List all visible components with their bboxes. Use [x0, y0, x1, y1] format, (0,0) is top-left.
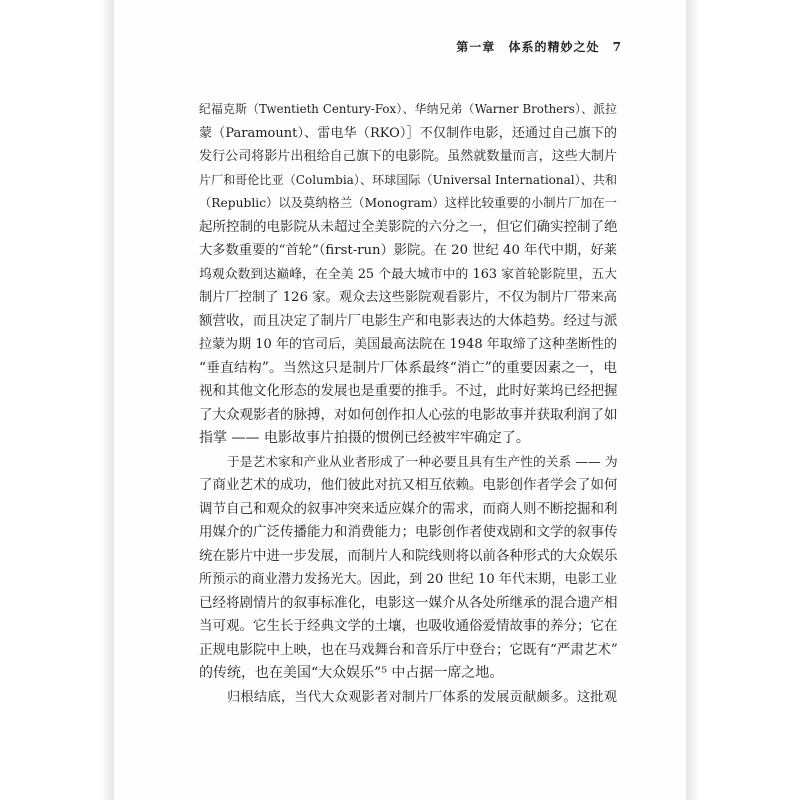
chapter-label: 第一章 — [456, 40, 496, 54]
text-line: 发行公司将影片出租给自己旗下的电影院。虽然就数量而言，这些大制片 — [199, 149, 617, 164]
text-line: 于是艺术家和产业从业者形成了一种必要且具有生产性的关系 —— 为 — [227, 454, 618, 470]
text-line: 大多数重要的“首轮”（first-run）影院。在 20 世纪 40 年代中期，好莱 — [199, 243, 617, 258]
right-page-edge — [686, 0, 800, 800]
text-line: 制片厂控制了 126 家。观众去这些影院观看影片，不仅为制片厂带来高 — [199, 290, 617, 305]
running-head — [456, 38, 622, 55]
chapter-title: 体系的精妙之处 — [508, 40, 600, 54]
left-page-edge — [0, 0, 114, 800]
text-line: 了大众观影者的脉搏，对如何创作扣人心弦的电影故事并获取利润了如 — [199, 406, 618, 423]
paragraph — [199, 98, 617, 451]
text-line: 拉蒙为期 10 年的官司后，美国最高法院在 1948 年取缔了这种垄断性的 — [199, 337, 617, 352]
text-line: 指掌 —— 电影故事片拍摄的惯例已经被牢牢确定了。 — [199, 430, 530, 446]
text-line: 起所控制的电影院从未超过全美影院的六分之一，但它们确实控制了绝 — [199, 218, 618, 235]
page-number: 7 — [612, 40, 622, 54]
text-line: 当可观。它生长于经典文学的土壤，也吸收通俗爱情故事的养分；它在 — [199, 618, 618, 634]
text-line: 蒙（Paramount）、雷电华（RKO）］不仅制作电影，还通过自己旗下的 — [199, 125, 617, 141]
text-line: “垂直结构”。当然这只是制片厂体系最终“消亡”的重要因素之一，电 — [199, 359, 617, 376]
text-line: 片厂和哥伦比亚（Columbia）、环球国际（Universal International）、共和 — [199, 172, 617, 187]
paragraph — [199, 686, 617, 710]
text-line: 已经将剧情片的叙事标准化，电影这一媒介从各处所继承的混合遗产相 — [199, 594, 618, 611]
text-line: 正规电影院中上映，也在马戏舞台和音乐厅中登台；它既有“严肃艺术” — [199, 641, 618, 658]
text-line: 了商业艺术的成功，他们彼此对抗又相互依赖。电影创作者学会了如何 — [199, 477, 618, 493]
text-line: 坞观众数到达巅峰，在全美 25 个最大城市中的 163 家首轮影院里，五大 — [199, 266, 617, 282]
text-line: 归根结底，当代大众观影者对制片厂体系的发展贡献颇多。这批观 — [227, 689, 617, 705]
text-line: 用媒介的广泛传播能力和消费能力；电影创作者使戏剧和文学的叙事传 — [199, 524, 618, 540]
text-line: 纪福克斯（Twentieth Century-Fox）、华纳兄弟（Warner Brothers）、派拉 — [199, 102, 617, 116]
text-line: 的传统，也在美国“大众娱乐”⁵ 中占据一席之地。 — [199, 665, 504, 681]
body-text — [199, 98, 617, 709]
text-line: 视和其他文化形态的发展也是重要的推手。不过，此时好莱坞已经把握 — [199, 383, 618, 399]
text-line: 调节自己和观众的叙事冲突来适应媒介的需求，而商人则不断挖掘和利 — [199, 500, 618, 517]
book-page — [114, 0, 686, 800]
text-line: 额营收，而且决定了制片厂电影生产和电影表达的大体趋势。经过与派 — [199, 312, 618, 329]
text-line: （Republic）以及莫纳格兰（Monogram）这样比较重要的小制片厂加在一 — [199, 196, 617, 210]
text-line: 所预示的商业潜力发扬光大。因此，到 20 世纪 10 年代末期，电影工业 — [199, 572, 617, 587]
paragraph — [199, 451, 617, 686]
text-line: 统在影片中进一步发展，而制片人和院线则将以前各种形式的大众娱乐 — [199, 547, 618, 564]
